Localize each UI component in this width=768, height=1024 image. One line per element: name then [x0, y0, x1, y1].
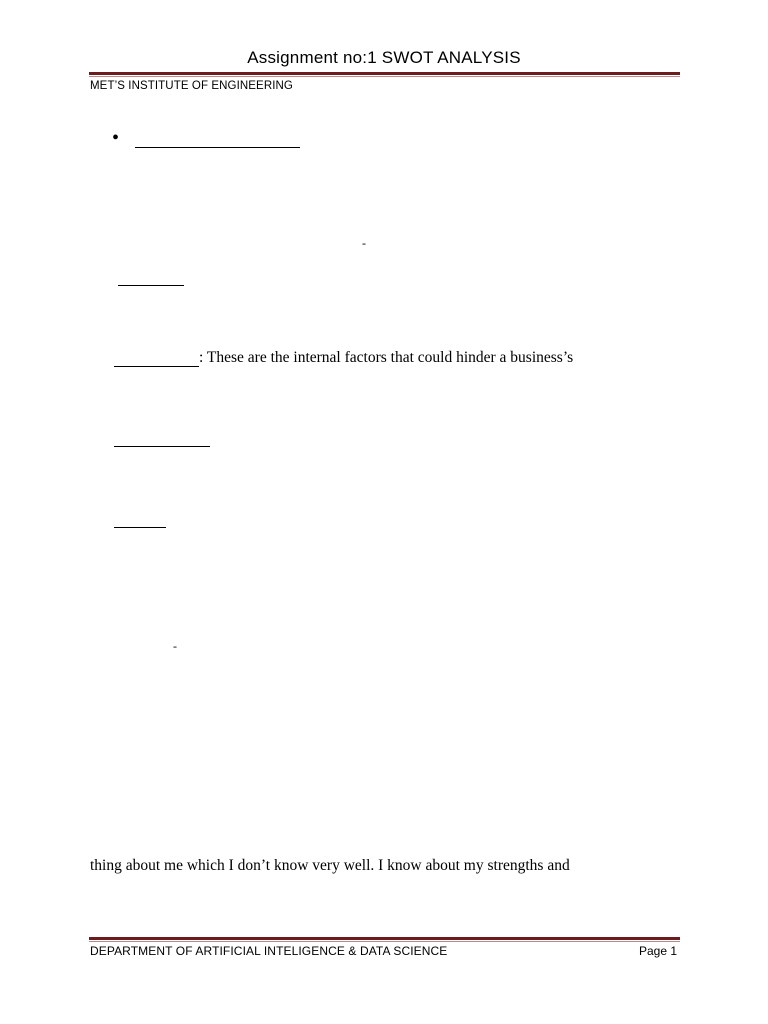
blank-threats-line	[114, 527, 166, 528]
weaknesses-description: : These are the internal factors that could hinder a business’s	[199, 349, 574, 366]
blank-heading-line	[135, 147, 300, 148]
blank-opportunities-line	[114, 446, 210, 447]
page-number: Page 1	[639, 944, 678, 958]
header-divider	[89, 72, 680, 77]
department-name: DEPARTMENT OF ARTIFICIAL INTELIGENCE & DATA SCIENCE	[90, 944, 448, 958]
institute-name: MET’S INSTITUTE OF ENGINEERING	[90, 80, 293, 92]
conclusion-text-line: thing about me which I don’t know very well. I know about my strengths and	[90, 857, 570, 874]
blank-strengths-line	[118, 285, 184, 286]
dash-mark: -	[362, 236, 366, 250]
dash-mark-lower: -	[173, 639, 177, 653]
footer-divider	[89, 937, 680, 942]
blank-weaknesses-line	[114, 366, 199, 367]
document-title: Assignment no:1 SWOT ANALYSIS	[247, 48, 521, 67]
bullet-marker: •	[112, 127, 120, 149]
